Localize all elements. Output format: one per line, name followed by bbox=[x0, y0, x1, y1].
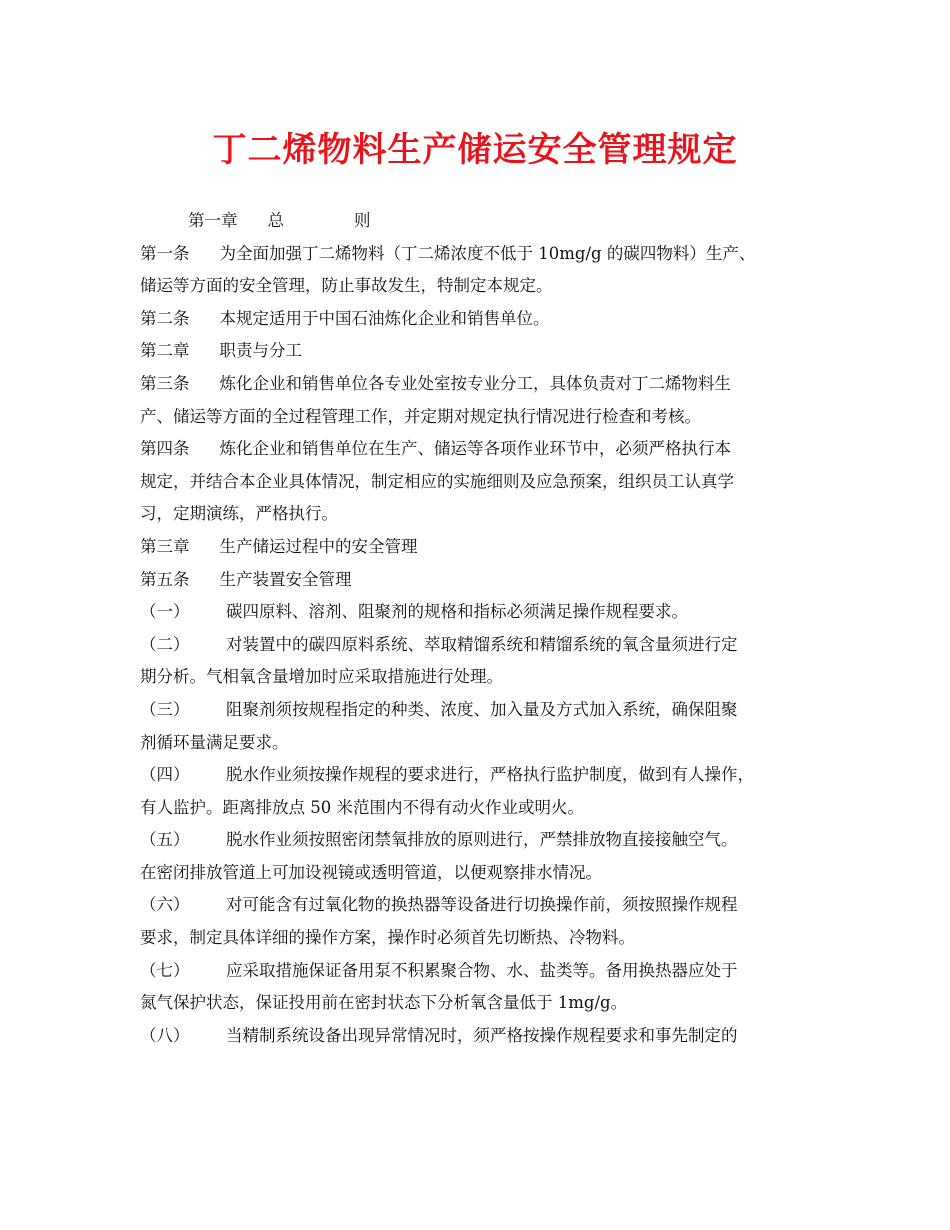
item-1-line-1 bbox=[140, 596, 830, 629]
article-5-line-1 bbox=[140, 564, 830, 597]
article-1-text-1: 为全面加强丁二烯物料（丁二烯浓度不低于 10mg/g 的碳四物料）生产、 bbox=[219, 243, 756, 263]
chapter-2-label: 第二章 bbox=[140, 341, 190, 361]
item-2-text-1: 对装置中的碳四原料系统、萃取精馏系统和精馏系统的氧含量须进行定 bbox=[226, 634, 738, 654]
document-body bbox=[140, 205, 830, 1052]
item-6-line-1 bbox=[140, 889, 830, 922]
item-8-text-1: 当精制系统设备出现异常情况时，须严格按操作规程要求和事先制定的 bbox=[226, 1025, 738, 1045]
item-8-line-1 bbox=[140, 1020, 830, 1053]
item-1-label: （一） bbox=[140, 602, 190, 622]
item-2-line-1 bbox=[140, 629, 830, 662]
chapter-2-text: 职责与分工 bbox=[219, 341, 302, 361]
item-7-line-1 bbox=[140, 955, 830, 988]
article-1-label: 第一条 bbox=[140, 243, 190, 263]
item-5-line-2: 在密闭排放管道上可加设视镜或透明管道，以便观察排水情况。 bbox=[140, 862, 602, 882]
item-2-line-2: 期分析。气相氧含量增加时应采取措施进行处理。 bbox=[140, 667, 503, 687]
article-4-text-1: 炼化企业和销售单位在生产、储运等各项作业环节中，必须严格执行本 bbox=[219, 439, 731, 459]
item-4-text-1: 脱水作业须按操作规程的要求进行，严格执行监护制度，做到有人操作， bbox=[226, 765, 754, 785]
item-3-line-1 bbox=[140, 694, 830, 727]
article-5-text-1: 生产装置安全管理 bbox=[219, 569, 352, 589]
article-1-line-1 bbox=[140, 238, 830, 271]
item-5-line-1 bbox=[140, 824, 830, 857]
document-title: 丁二烯物料生产储运安全管理规定 bbox=[212, 130, 738, 170]
chapter-1-heading bbox=[140, 205, 830, 238]
article-3-line-1 bbox=[140, 368, 830, 401]
article-4-label: 第四条 bbox=[140, 439, 190, 459]
item-3-line-2: 剂循环量满足要求。 bbox=[140, 732, 289, 752]
item-5-text-1: 脱水作业须按照密闭禁氧排放的原则进行，严禁排放物直接接触空气。 bbox=[226, 830, 738, 850]
article-4-line-2: 规定，并结合本企业具体情况，制定相应的实施细则及应急预案，组织员工认真学 bbox=[140, 471, 734, 491]
item-3-text-1: 阻聚剂须按规程指定的种类、浓度、加入量及方式加入系统，确保阻聚 bbox=[226, 699, 738, 719]
article-3-label: 第三条 bbox=[140, 373, 190, 393]
item-4-line-1 bbox=[140, 759, 830, 792]
item-2-label: （二） bbox=[140, 634, 190, 654]
chapter-3-heading bbox=[140, 531, 830, 564]
article-3-line-2: 产、储运等方面的全过程管理工作，并定期对规定执行情况进行检查和考核。 bbox=[140, 406, 701, 426]
article-1-line-2: 储运等方面的安全管理，防止事故发生，特制定本规定。 bbox=[140, 276, 553, 296]
item-6-text-1: 对可能含有过氧化物的换热器等设备进行切换操作前，须按照操作规程 bbox=[226, 895, 738, 915]
article-2-label: 第二条 bbox=[140, 308, 190, 328]
chapter-1-word-2: 则 bbox=[354, 211, 371, 230]
article-2-line-1 bbox=[140, 303, 830, 336]
chapter-1-label: 第一章 bbox=[188, 211, 238, 230]
item-3-label: （三） bbox=[140, 699, 190, 719]
item-4-label: （四） bbox=[140, 765, 190, 785]
item-4-line-2: 有人监护。距离排放点 50 米范围内不得有动火作业或明火。 bbox=[140, 797, 584, 817]
article-5-label: 第五条 bbox=[140, 569, 190, 589]
chapter-2-heading bbox=[140, 335, 830, 368]
item-6-label: （六） bbox=[140, 895, 190, 915]
article-2-text-1: 本规定适用于中国石油炼化企业和销售单位。 bbox=[219, 308, 550, 328]
chapter-3-label: 第三章 bbox=[140, 536, 190, 556]
item-7-line-2: 氮气保护状态，保证投用前在密封状态下分析氧含量低于 1mg/g。 bbox=[140, 993, 628, 1013]
item-6-line-2: 要求，制定具体详细的操作方案，操作时必须首先切断热、冷物料。 bbox=[140, 928, 635, 948]
item-8-label: （八） bbox=[140, 1025, 190, 1045]
item-1-text-1: 碳四原料、溶剂、阻聚剂的规格和指标必须满足操作规程要求。 bbox=[226, 602, 688, 622]
article-3-text-1: 炼化企业和销售单位各专业处室按专业分工，具体负责对丁二烯物料生 bbox=[219, 373, 731, 393]
article-4-line-1 bbox=[140, 433, 830, 466]
article-4-line-3: 习，定期演练，严格执行。 bbox=[140, 504, 338, 524]
item-7-text-1: 应采取措施保证备用泵不积累聚合物、水、盐类等。备用换热器应处于 bbox=[226, 960, 738, 980]
chapter-1-word-1: 总 bbox=[267, 211, 284, 230]
item-7-label: （七） bbox=[140, 960, 190, 980]
item-5-label: （五） bbox=[140, 830, 190, 850]
chapter-3-text: 生产储运过程中的安全管理 bbox=[219, 536, 418, 556]
